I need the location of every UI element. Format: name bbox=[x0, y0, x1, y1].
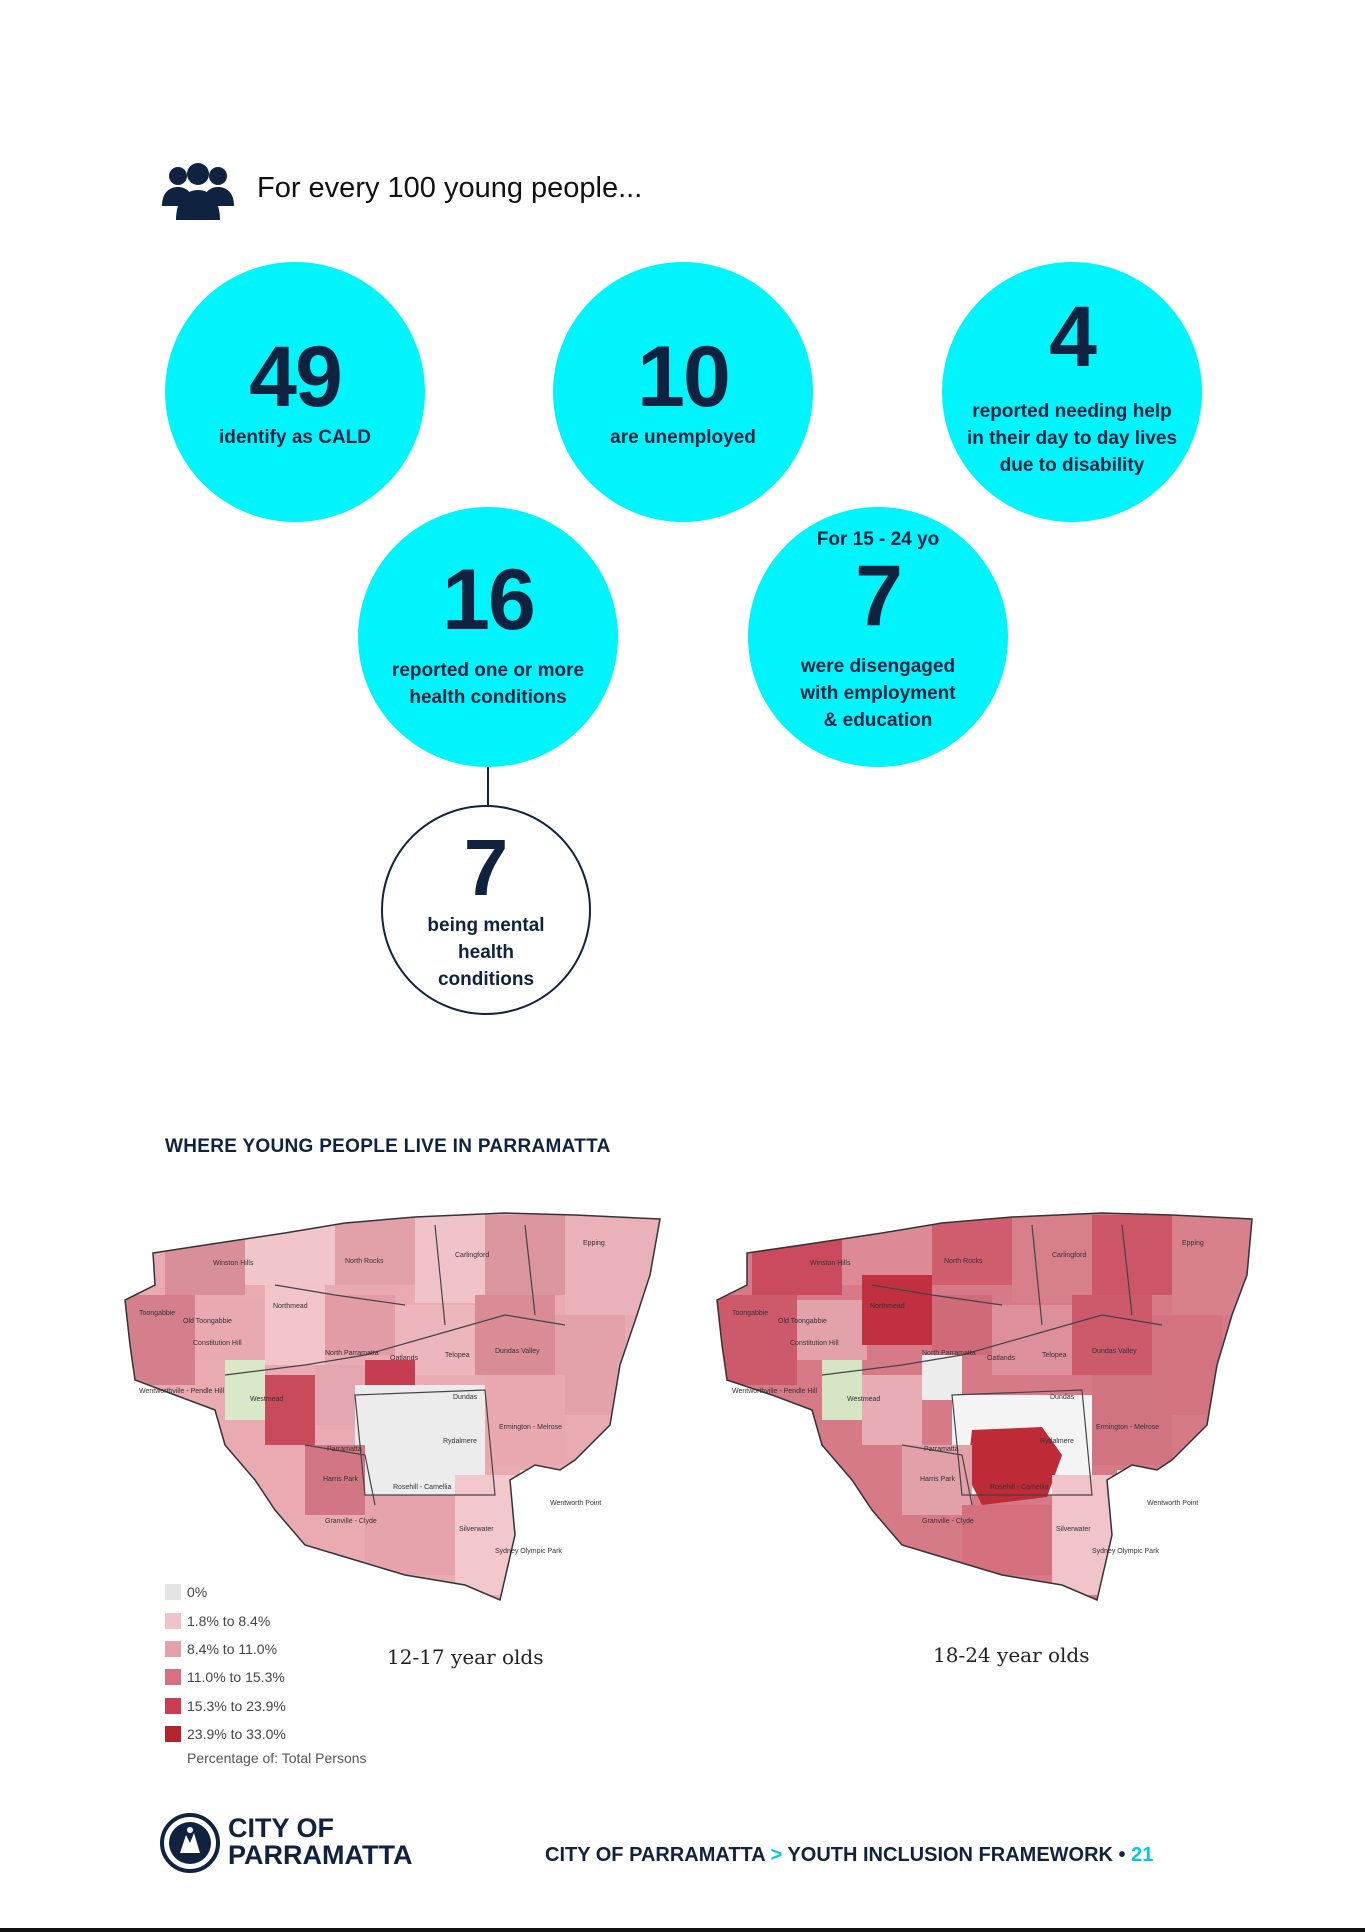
svg-text:Westmead: Westmead bbox=[847, 1396, 881, 1403]
map-12-17 bbox=[105, 1205, 670, 1625]
svg-text:Old Toongabbie: Old Toongabbie bbox=[183, 1318, 232, 1325]
stat-prefix: For 15 - 24 yo bbox=[816, 528, 940, 550]
svg-text:Sydney Olympic Park: Sydney Olympic Park bbox=[1092, 1548, 1159, 1555]
bottom-rule bbox=[0, 1928, 1365, 1932]
svg-text:Epping: Epping bbox=[1182, 1240, 1204, 1247]
stat-number: 49 bbox=[249, 328, 341, 425]
svg-text:Harris Park: Harris Park bbox=[323, 1476, 359, 1483]
map-18-24 bbox=[712, 1205, 1257, 1625]
stat-number: 4 bbox=[1049, 288, 1095, 385]
stat-mental-health bbox=[381, 805, 591, 1015]
stat-disengaged bbox=[748, 507, 1008, 767]
map-legend bbox=[165, 1578, 367, 1766]
stat-caption: being mental health conditions bbox=[427, 914, 545, 990]
stat-caption: are unemployed bbox=[610, 426, 756, 448]
svg-text:North Parramatta: North Parramatta bbox=[922, 1350, 976, 1357]
svg-text:Rosehill - Camellia: Rosehill - Camellia bbox=[990, 1484, 1049, 1491]
svg-text:Rydalmere: Rydalmere bbox=[1040, 1438, 1074, 1445]
svg-text:Dundas Valley: Dundas Valley bbox=[495, 1348, 540, 1355]
legend-note: Percentage of: Total Persons bbox=[187, 1750, 367, 1767]
svg-text:Constitution Hill: Constitution Hill bbox=[193, 1340, 242, 1347]
svg-text:Dundas Valley: Dundas Valley bbox=[1092, 1348, 1137, 1355]
stat-caption: reported needing help in their day to day lives due to disability bbox=[966, 400, 1178, 476]
svg-text:Telopea: Telopea bbox=[1042, 1352, 1067, 1359]
svg-text:Ermington - Melrose: Ermington - Melrose bbox=[499, 1424, 563, 1431]
svg-text:Toongabbie: Toongabbie bbox=[732, 1310, 769, 1317]
page-number: 21 bbox=[1131, 1844, 1154, 1866]
stat-health bbox=[358, 507, 618, 767]
svg-text:Northmead: Northmead bbox=[273, 1303, 308, 1310]
svg-text:Wentworth Point: Wentworth Point bbox=[1147, 1500, 1199, 1507]
svg-text:Constitution Hill: Constitution Hill bbox=[790, 1340, 839, 1347]
svg-text:North Rocks: North Rocks bbox=[944, 1258, 983, 1265]
intro-text: For every 100 young people... bbox=[257, 172, 643, 204]
svg-text:Parramatta: Parramatta bbox=[924, 1446, 959, 1453]
svg-text:Toongabbie: Toongabbie bbox=[139, 1310, 176, 1317]
svg-text:Westmead: Westmead bbox=[250, 1396, 284, 1403]
svg-text:Wentworthville - Pendle Hill: Wentworthville - Pendle Hill bbox=[732, 1388, 818, 1395]
svg-text:North Parramatta: North Parramatta bbox=[325, 1350, 379, 1357]
svg-text:North Rocks: North Rocks bbox=[345, 1258, 384, 1265]
stat-number: 10 bbox=[637, 328, 729, 425]
svg-text:Old Toongabbie: Old Toongabbie bbox=[778, 1318, 827, 1325]
stat-caption: reported one or more health conditions bbox=[391, 660, 585, 708]
stat-number: 7 bbox=[463, 822, 509, 912]
svg-text:Rydalmere: Rydalmere bbox=[443, 1438, 477, 1445]
svg-text:Parramatta: Parramatta bbox=[327, 1446, 362, 1453]
svg-text:Winston Hills: Winston Hills bbox=[810, 1260, 851, 1267]
legend-swatch bbox=[165, 1584, 181, 1600]
footer-breadcrumb: CITY OF PARRAMATTA > YOUTH INCLUSION FRAMEWORK • 21 bbox=[545, 1844, 1154, 1866]
svg-text:Epping: Epping bbox=[583, 1240, 605, 1247]
svg-text:Silverwater: Silverwater bbox=[1056, 1526, 1091, 1533]
legend-swatch bbox=[165, 1613, 181, 1629]
svg-text:Harris Park: Harris Park bbox=[920, 1476, 956, 1483]
svg-text:Dundas: Dundas bbox=[1050, 1394, 1075, 1401]
svg-text:Northmead: Northmead bbox=[870, 1303, 905, 1310]
svg-text:Dundas: Dundas bbox=[453, 1394, 478, 1401]
stat-disability bbox=[942, 262, 1202, 522]
svg-text:Carlingford: Carlingford bbox=[1052, 1252, 1087, 1259]
legend-item: 23.9% to 33.0% bbox=[165, 1720, 367, 1748]
stat-number: 16 bbox=[442, 552, 534, 648]
legend-swatch bbox=[165, 1698, 181, 1714]
svg-text:Granville - Clyde: Granville - Clyde bbox=[922, 1518, 974, 1525]
legend-item: 0% bbox=[165, 1578, 367, 1606]
svg-text:Rosehill - Camellia: Rosehill - Camellia bbox=[393, 1484, 452, 1491]
city-logo-text: CITY OF PARRAMATTA bbox=[228, 1813, 413, 1870]
svg-text:Telopea: Telopea bbox=[445, 1352, 470, 1359]
stat-cald bbox=[165, 262, 425, 522]
stat-caption: were disengaged with employment & education bbox=[800, 655, 956, 731]
legend-item: 11.0% to 15.3% bbox=[165, 1663, 367, 1691]
legend-swatch bbox=[165, 1641, 181, 1657]
map-label-18-24: 18-24 year olds bbox=[933, 1643, 1090, 1667]
legend-swatch bbox=[165, 1726, 181, 1742]
svg-text:Ermington - Melrose: Ermington - Melrose bbox=[1096, 1424, 1160, 1431]
legend-item: 8.4% to 11.0% bbox=[165, 1635, 367, 1663]
svg-text:Carlingford: Carlingford bbox=[455, 1252, 490, 1259]
legend-item: 15.3% to 23.9% bbox=[165, 1692, 367, 1720]
people-group-icon bbox=[160, 162, 236, 222]
map-label-12-17: 12-17 year olds bbox=[387, 1645, 544, 1669]
legend-swatch bbox=[165, 1669, 181, 1685]
connector-line bbox=[487, 767, 489, 805]
svg-text:Granville - Clyde: Granville - Clyde bbox=[325, 1518, 377, 1525]
svg-text:Oatlands: Oatlands bbox=[390, 1355, 419, 1362]
stat-caption: identify as CALD bbox=[218, 426, 372, 448]
legend-item: 1.8% to 8.4% bbox=[165, 1606, 367, 1634]
svg-text:Silverwater: Silverwater bbox=[459, 1526, 494, 1533]
svg-text:Winston Hills: Winston Hills bbox=[213, 1260, 254, 1267]
svg-text:Wentworth Point: Wentworth Point bbox=[550, 1500, 602, 1507]
svg-text:Sydney Olympic Park: Sydney Olympic Park bbox=[495, 1548, 562, 1555]
stat-number: 7 bbox=[855, 547, 901, 644]
city-seal-icon bbox=[160, 1813, 220, 1873]
maps-heading: WHERE YOUNG PEOPLE LIVE IN PARRAMATTA bbox=[165, 1136, 611, 1157]
svg-text:Wentworthville - Pendle Hill: Wentworthville - Pendle Hill bbox=[139, 1388, 225, 1395]
stat-unemployed bbox=[553, 262, 813, 522]
svg-text:Oatlands: Oatlands bbox=[987, 1355, 1016, 1362]
